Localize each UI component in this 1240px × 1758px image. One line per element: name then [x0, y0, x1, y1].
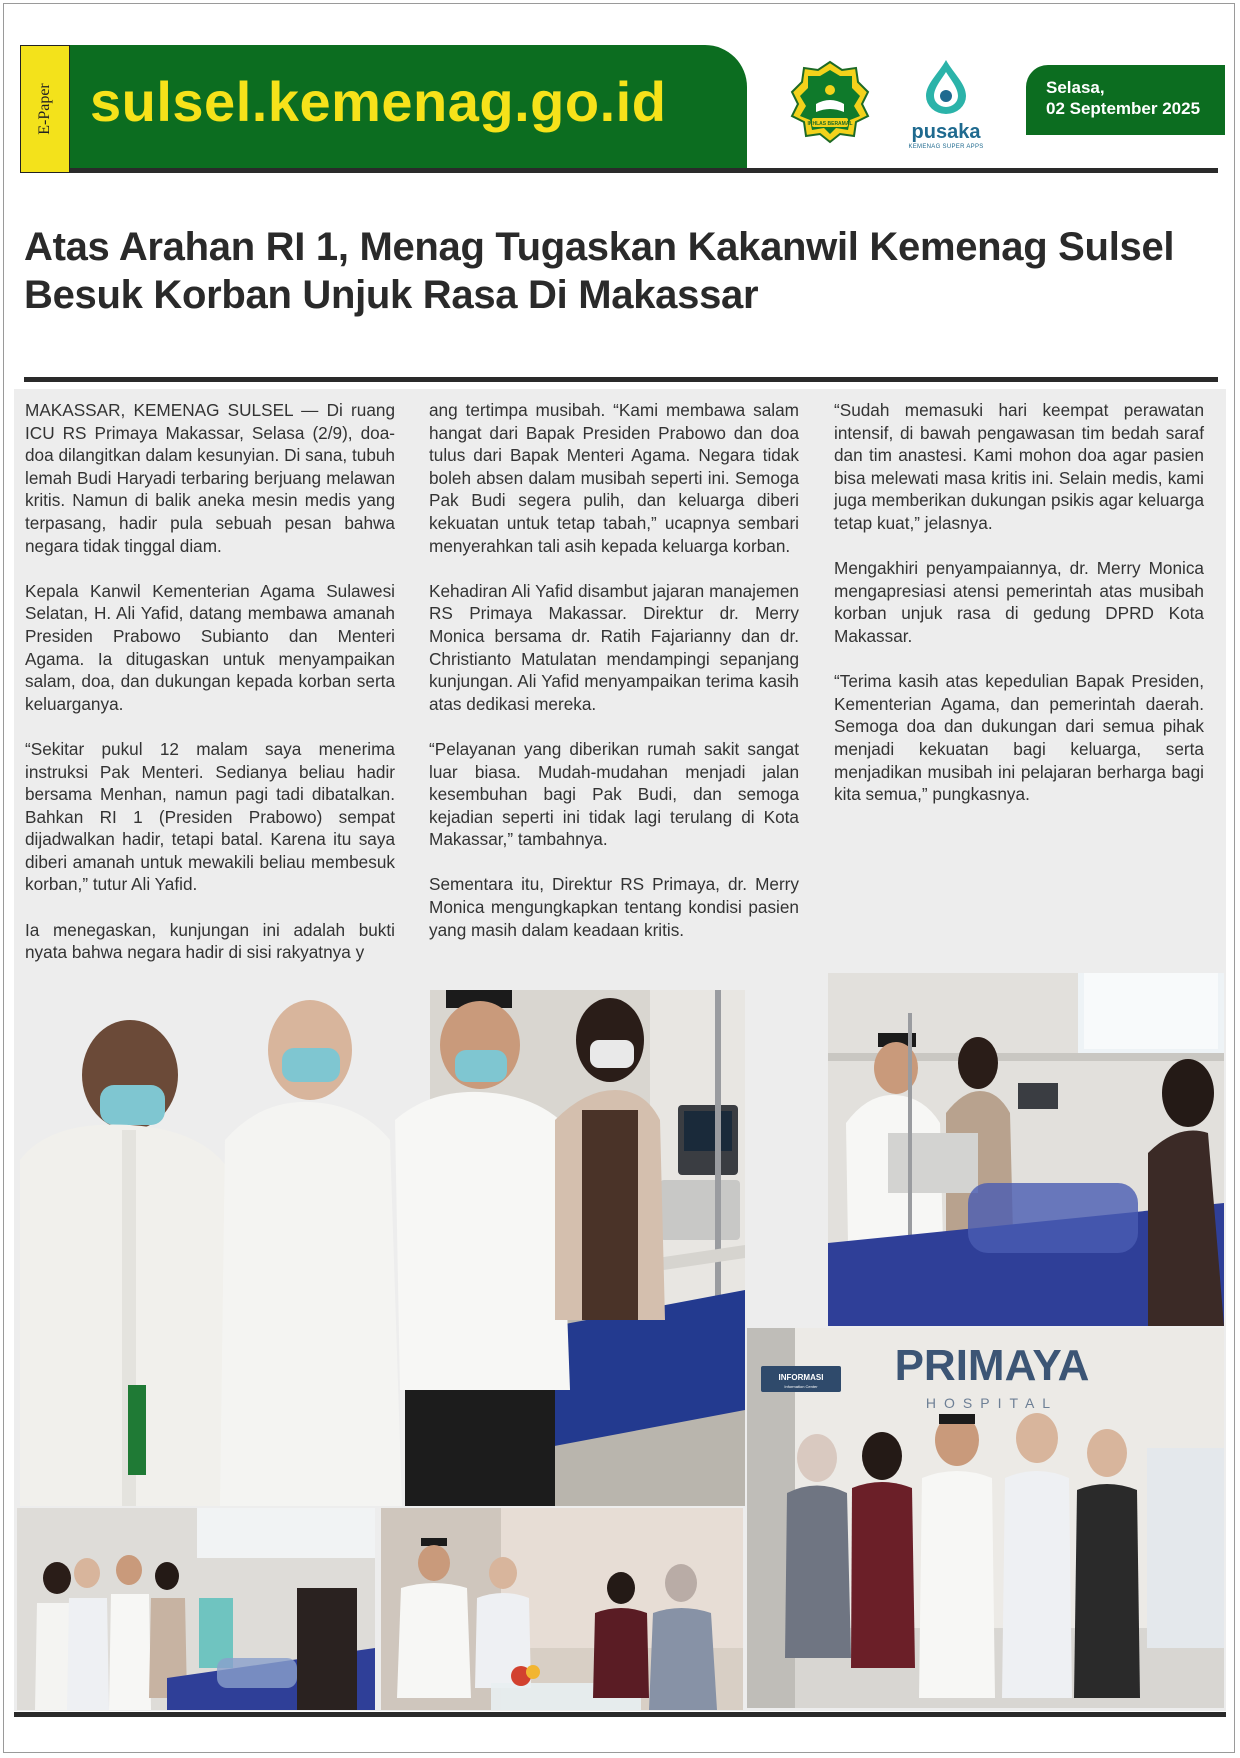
- informasi-sign: INFORMASI: [778, 1373, 824, 1382]
- pusaka-drop-icon: [916, 58, 976, 114]
- kemenag-logo: [790, 60, 870, 144]
- kemenag-logo-text: IKHLAS BERAMAL: [807, 121, 853, 127]
- col3-paragraph-3: “Terima kasih atas kepedulian Bapak Presiden, Kementerian Agama, dan pemerintah daerah. Semoga doa dan dukungan dari semua pihak menjadi kekuatan bagi keluarga, serta menjadikan musibah ini pelajaran berharga bagi kita semua,” pungkasnya.: [834, 671, 1204, 805]
- pusaka-logo: [906, 58, 986, 150]
- col3-paragraph-2: Mengakhiri penyampaiannya, dr. Merry Monica mengapresiasi atensi pemerintah atas musibah korban unjuk rasa di gedung DPRD Kota Makassar.: [834, 558, 1204, 646]
- col1-paragraph-4: Ia menegaskan, kunjungan ini adalah bukti nyata bahwa negara hadir di sisi rakyatnya y: [25, 919, 395, 963]
- col3-paragraph-1: “Sudah memasuki hari keempat perawatan intensif, di bawah pengawasan tim bedah saraf dan tim anastesi. Kami mohon doa agar pasien bisa melewati masa kritis ini. Selain medis, kami juga memberikan dukungan psikis agar keluarga tetap kuat,” jelasnya.: [834, 400, 1204, 533]
- date-day: Selasa,: [1046, 78, 1105, 97]
- primaya-lobby-photo: [747, 1328, 1224, 1708]
- primaya-sign: PRIMAYA: [894, 1341, 1090, 1390]
- bottom-rule: [14, 1712, 1226, 1717]
- pusaka-name: pusaka: [911, 121, 981, 143]
- col2-paragraph-1: ang tertimpa musibah. “Kami membawa salam hangat dari Bapak Presiden Prabowo dan doa tulus dari Bapak Menteri Agama. Negara tidak boleh absen dalam musibah seperti ini. Semoga Pak Budi segera pulih, dan keluarga diberi kekuatan untuk tetap tabah,” ucapnya sembari menyerahkan tali asih kepada keluarga korban.: [429, 400, 799, 556]
- informasi-sub: Information Center: [784, 1384, 818, 1389]
- epaper-label: E-Paper: [36, 83, 53, 135]
- col2-paragraph-3: “Pelayanan yang diberikan rumah sakit sangat luar biasa. Mudah-mudahan menjadi jalan kesembuhan bagi Pak Budi, dan semoga kejadian seperti ini tidak lagi terulang di Kota Makassar,” tambahnya.: [429, 738, 799, 850]
- col2-paragraph-2: Kehadiran Ali Yafid disambut jajaran manajemen RS Primaya Makassar. Direktur dr. Merry Monica bersama dr. Ratih Fajarianny dan dr. Christianto Matulatan mendampingi sepanjang kunjungan. Ali Yafid menyampaikan terima kasih atas dedikasi mereka.: [429, 580, 799, 714]
- headline: Atas Arahan RI 1, Menag Tugaskan Kakanwil Kemenag Sulsel Besuk Korban Unjuk Rasa Di Makassar: [24, 225, 1175, 317]
- date-full: 02 September 2025: [1046, 99, 1201, 118]
- col2-paragraph-4: Sementara itu, Direktur RS Primaya, dr. Merry Monica mengungkapkan tentang kondisi pasien yang masih dalam keadaan kritis.: [429, 874, 799, 940]
- primaya-sub: HOSPITAL: [925, 1395, 1059, 1411]
- main-visit-photo: [10, 990, 745, 1506]
- article-column-3: [834, 399, 1204, 828]
- col1-paragraph-3: “Sekitar pukul 12 malam saya menerima instruksi Pak Menteri. Sedianya beliau hadir bersama Menhan, namun pagi tadi dibatalkan. Bahkan RI 1 (Presiden Prabowo) sempat dijadwalkan hadir, tetapi batal. Karena itu saya diberi amanah untuk mewakili beliau membesuk korban,” tutur Ali Yafid.: [25, 738, 395, 895]
- col1-paragraph-1: MAKASSAR, KEMENAG SULSEL — Di ruang ICU RS Primaya Makassar, Selasa (2/9), doa-doa dilangitkan dalam kesunyian. Di sana, tubuh lemah Budi Haryadi terbaring berjuang melawan kritis. Namun di balik aneka mesin medis yang terpasang, hadir pula sebuah pesan bahwa negara tidak tinggal diam.: [25, 400, 395, 556]
- icu-room-photo: [828, 973, 1224, 1326]
- site-band: [70, 45, 747, 173]
- header-rule: [70, 168, 1218, 173]
- article-column-1: [25, 399, 395, 986]
- article-column-2: [429, 399, 799, 964]
- col1-paragraph-2: Kepala Kanwil Kementerian Agama Sulawesi Selatan, H. Ali Yafid, datang membawa amanah Presiden Prabowo Subianto dan Menteri Agama. Ia ditugaskan untuk menyampaikan salam, doa, dan dukungan kepada korban serta keluarganya.: [25, 580, 395, 714]
- pusaka-tagline: KEMENAG SUPER APPS: [908, 144, 984, 150]
- date-badge: [1026, 65, 1225, 135]
- icu-bedside-photo: [17, 1508, 375, 1710]
- family-meeting-photo: [381, 1508, 743, 1710]
- epaper-tab: [20, 45, 70, 173]
- site-url: sulsel.kemenag.go.id: [90, 70, 667, 133]
- headline-rule: [24, 377, 1218, 382]
